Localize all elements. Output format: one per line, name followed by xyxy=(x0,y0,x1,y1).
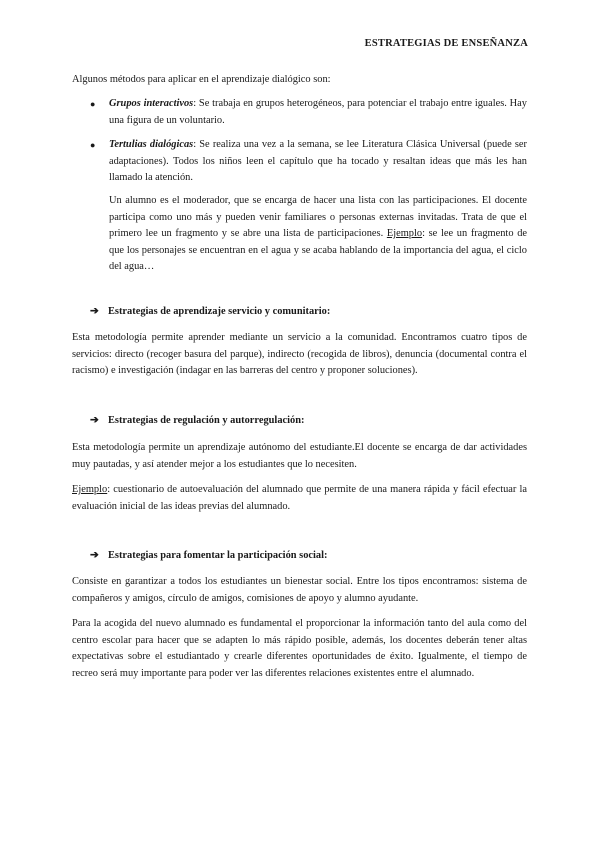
arrow-icon: ➔ xyxy=(90,550,99,561)
bullet-tertulias-dialogicas xyxy=(109,137,527,187)
detail-text: Un alumno es el moderador, que se encarga de hacer una lista con las participaciones. El docente participa como uno más y pueden venir familiares o personas externas invitadas. Trata de que el primero lee un fragmento y se abre una lista de participaciones. xyxy=(109,195,527,239)
bullet-term: Grupos interactivos xyxy=(109,98,194,109)
heading-text: Estrategias de aprendizaje servicio y comunitario: xyxy=(108,306,331,317)
tertulias-detail-paragraph xyxy=(109,193,527,276)
example-label: Ejemplo xyxy=(386,228,423,239)
bullet-term: Tertulias dialógicas xyxy=(109,139,194,150)
arrow-icon: ➔ xyxy=(90,415,99,426)
example-text: : cuestionario de autoevaluación del alumnado que permite de una manera rápida y fácil efectuar la evaluación inicial de las ideas previas del alumnado. xyxy=(72,484,527,512)
example-label: Ejemplo xyxy=(72,484,108,495)
section-heading-participacion xyxy=(90,548,327,564)
section-heading-regulacion xyxy=(90,413,304,429)
section-paragraph: Esta metodología permite un aprendizaje autónomo del estudiante.El docente se encarga de dar actividades muy pautadas, y así atender mejor a los estudiantes que lo necesiten. xyxy=(72,442,527,470)
intro-paragraph: Algunos métodos para aplicar en el aprendizaje dialógico son: xyxy=(72,74,331,85)
section-paragraph: Para la acogida del nuevo alumnado es fundamental el proporcionar la información tanto del aula como del centro escolar para hacer que se adapten lo más rápido posible, además, los docentes deberán tener altas expectativas sobre el estudiantado y crearle diferentes oportunidades de éxito. Igualmente, el tiempo de recreo será muy importante para poder ver las diferentes relaciones existentes entre el alumnado. xyxy=(72,618,527,679)
bullet-dot: ● xyxy=(90,99,96,109)
page-header: ESTRATEGIAS DE ENSEÑANZA xyxy=(364,38,528,49)
example-text: : se lee un fragmento de que los personajes se encuentran en el agua y se acaba hablando de la importancia del agua, el ciclo del agua… xyxy=(109,228,527,272)
arrow-icon: ➔ xyxy=(90,306,99,317)
bullet-text: : Se realiza una vez a la semana, se lee Literatura Clásica Universal (puede ser adaptaciones). Todos los niños leen el capítulo que ha tocado y resaltan ideas que más les han llamado la atención. xyxy=(109,139,527,183)
heading-text: Estrategias de regulación y autorregulación: xyxy=(108,415,305,426)
section-example-paragraph xyxy=(72,482,527,515)
heading-text: Estrategias para fomentar la participación social: xyxy=(108,550,328,561)
section-heading-servicio xyxy=(90,304,330,320)
bullet-grupos-interactivos xyxy=(109,96,527,129)
bullet-text: : Se trabaja en grupos heterogéneos, para potenciar el trabajo entre iguales. Hay una figura de un voluntario. xyxy=(109,98,527,126)
section-paragraph: Consiste en garantizar a todos los estudiantes un bienestar social. Entre los tipos encontramos: sistema de compañeros y amigos, círculo de amigos, comisiones de apoyo y alumno ayudante. xyxy=(72,576,527,604)
bullet-dot: ● xyxy=(90,140,96,150)
section-paragraph: Esta metodología permite aprender mediante un servicio a la comunidad. Encontramos cuatro tipos de servicios: directo (recoger basura del parque), indirecto (recogida de libros), denuncia (documental contra el racismo) e investigación (indagar en las barreras del centro y proponer soluciones). xyxy=(72,332,527,376)
